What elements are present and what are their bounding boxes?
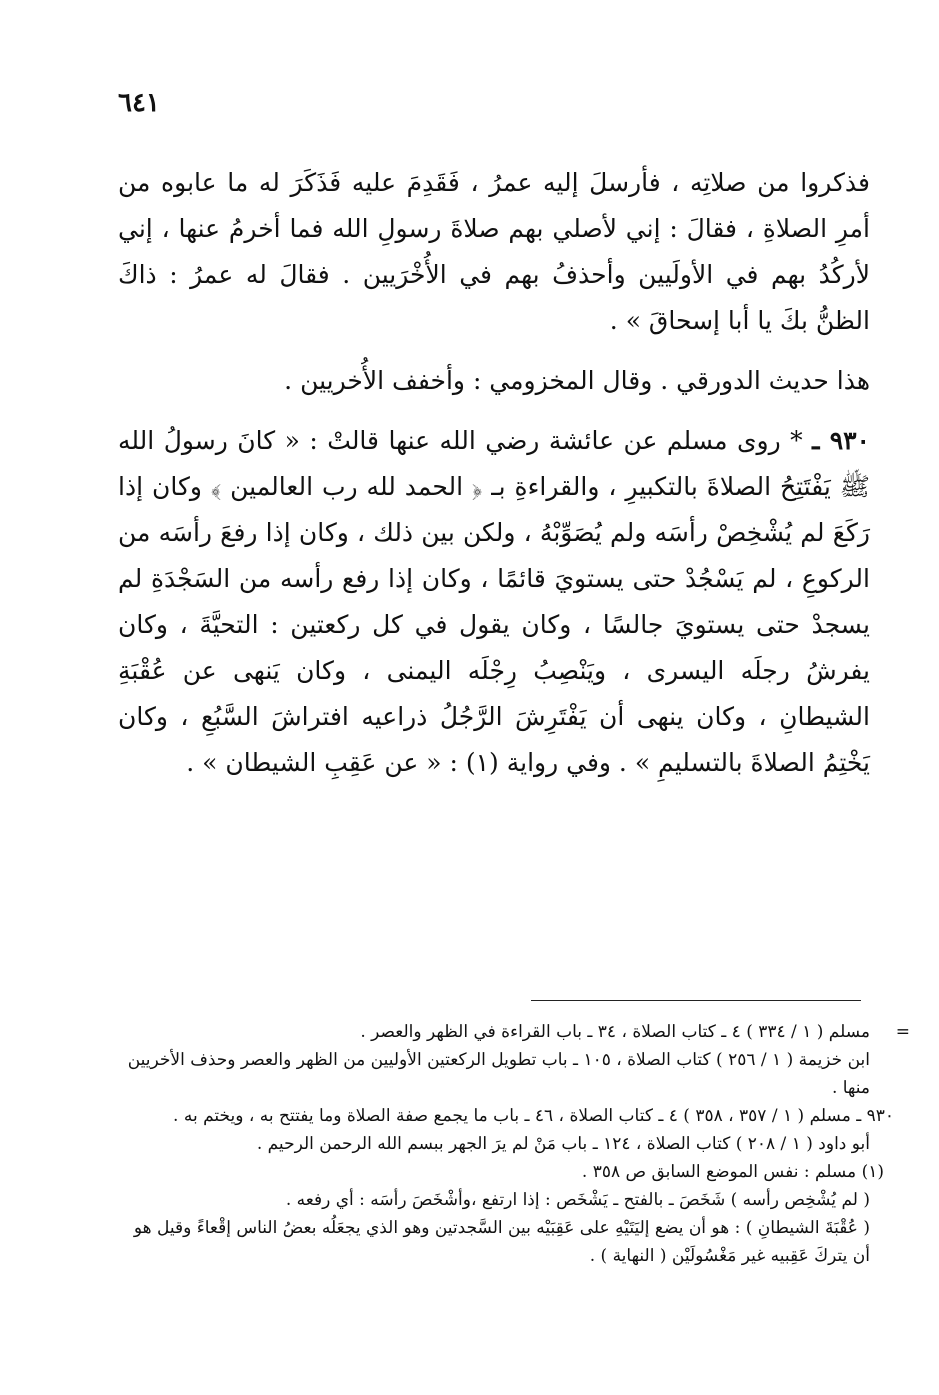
paragraph-hadith-930 <box>118 418 870 786</box>
footnote-line: ٩٣٠ ـ مسلم ( ١ / ٣٥٧ ، ٣٥٨ ) ٤ ـ كتاب الصلاة ، ٤٦ ـ باب ما يجمع صفة الصلاة وما يفتتح به ، ويختم به . <box>173 1106 894 1126</box>
page-number: ٦٤١ <box>118 88 160 118</box>
footnote-line: (١) مسلم : نفس الموضع السابق ص ٣٥٨ . <box>581 1162 884 1182</box>
footnote-line: أبو داود ( ١ / ٢٠٨ ) كتاب الصلاة ، ١٢٤ ـ باب مَنْ لم يرَ الجهر ببسم الله الرحمن الرحيم . <box>256 1134 870 1154</box>
footnote-line <box>118 1018 910 1046</box>
hadith-number: ٩٣٠ ـ <box>812 426 870 455</box>
footnote-separator <box>531 1000 861 1001</box>
footnotes <box>118 1018 910 1270</box>
hadith-text: * روى مسلم عن عائشة رضي الله عنها قالتْ : « كانَ رسولُ الله ﷺ يَفْتَتِحُ الصلاةَ بالتكبيرِ ، والقراءةِ بـ ﴿ الحمد لله رب العالمين ﴾ وكان إذا رَكَعَ لم يُشْخِصْ رأسَه ولم يُصَوِّبْهُ ، ولكن بين ذلك ، وكان إذا رفعَ رأسَه من الركوعِ ، لم يَسْجُدْ حتى يستويَ قائمًا ، وكان إذا رفع رأسه من السَجْدَةِ لم يسجدْ حتى يستويَ جالسًا ، وكان يقول في كل ركعتين : التحيَّةَ ، وكان يفرشُ رجلَه اليسرى ، ويَنْصِبُ رِجْلَه اليمنى ، وكان يَنهى عن عُقْبَةِ الشيطانِ ، وكان ينهى أن يَفْتَرِشَ الرَّجُلُ ذراعيه افتراشَ السَّبُعِ ، وكان يَخْتِمُ الصلاةَ بالتسليمِ » . وفي رواية (١) : « عن عَقِبِ الشيطان » . <box>118 426 870 777</box>
footnote-line: ( عُقْبَةَ الشيطانِ ) : هو أن يضع إليَتَيْهِ على عَقِبَيْه بين السَّجدتين وهو الذي يجعَلُه بعضُ الناس إقْعاءً وقيل هو أن يتركَ عَقِبيه غير مَغْسُولَيْن ( النهاية ) . <box>133 1218 870 1266</box>
main-text <box>118 160 870 786</box>
continuation-marker: = <box>895 1022 910 1042</box>
footnote-line: ( لم يُشْخِص رأسه ) شَخَصَ ـ بالفتح ـ يَشْخَص : إذا ارتفع ،وأشْخَصَ رأسَه : أي رفعه . <box>285 1190 870 1210</box>
paragraph-1: فذكروا من صلاتِه ، فأرسلَ إليه عمرُ ، فَقَدِمَ عليه فَذَكَرَ له ما عابوه من أمرِ الصلاةِ ، فقالَ : إني لأصلي بهم صلاةَ رسولِ الله فما أخرمُ عنها ، إني لأركُدُ بهم في الأولَيين وأحذفُ بهم في الأُخْرَيين . فقالَ له عمرُ : ذاكَ الظنُّ بكَ يا أبا إسحاقَ » . <box>118 168 870 335</box>
paragraph-2: هذا حديث الدورقي . وقال المخزومي : وأخفف الأُخريين . <box>284 366 870 395</box>
footnote-text: مسلم ( ١ / ٣٣٤ ) ٤ ـ كتاب الصلاة ، ٣٤ ـ باب القراءة في الظهر والعصر . <box>360 1022 870 1042</box>
footnote-line: ابن خزيمة ( ١ / ٢٥٦ ) كتاب الصلاة ، ١٠٥ ـ باب تطويل الركعتين الأوليين من الظهر والعصر وحذف الأخريين منها . <box>127 1050 870 1098</box>
